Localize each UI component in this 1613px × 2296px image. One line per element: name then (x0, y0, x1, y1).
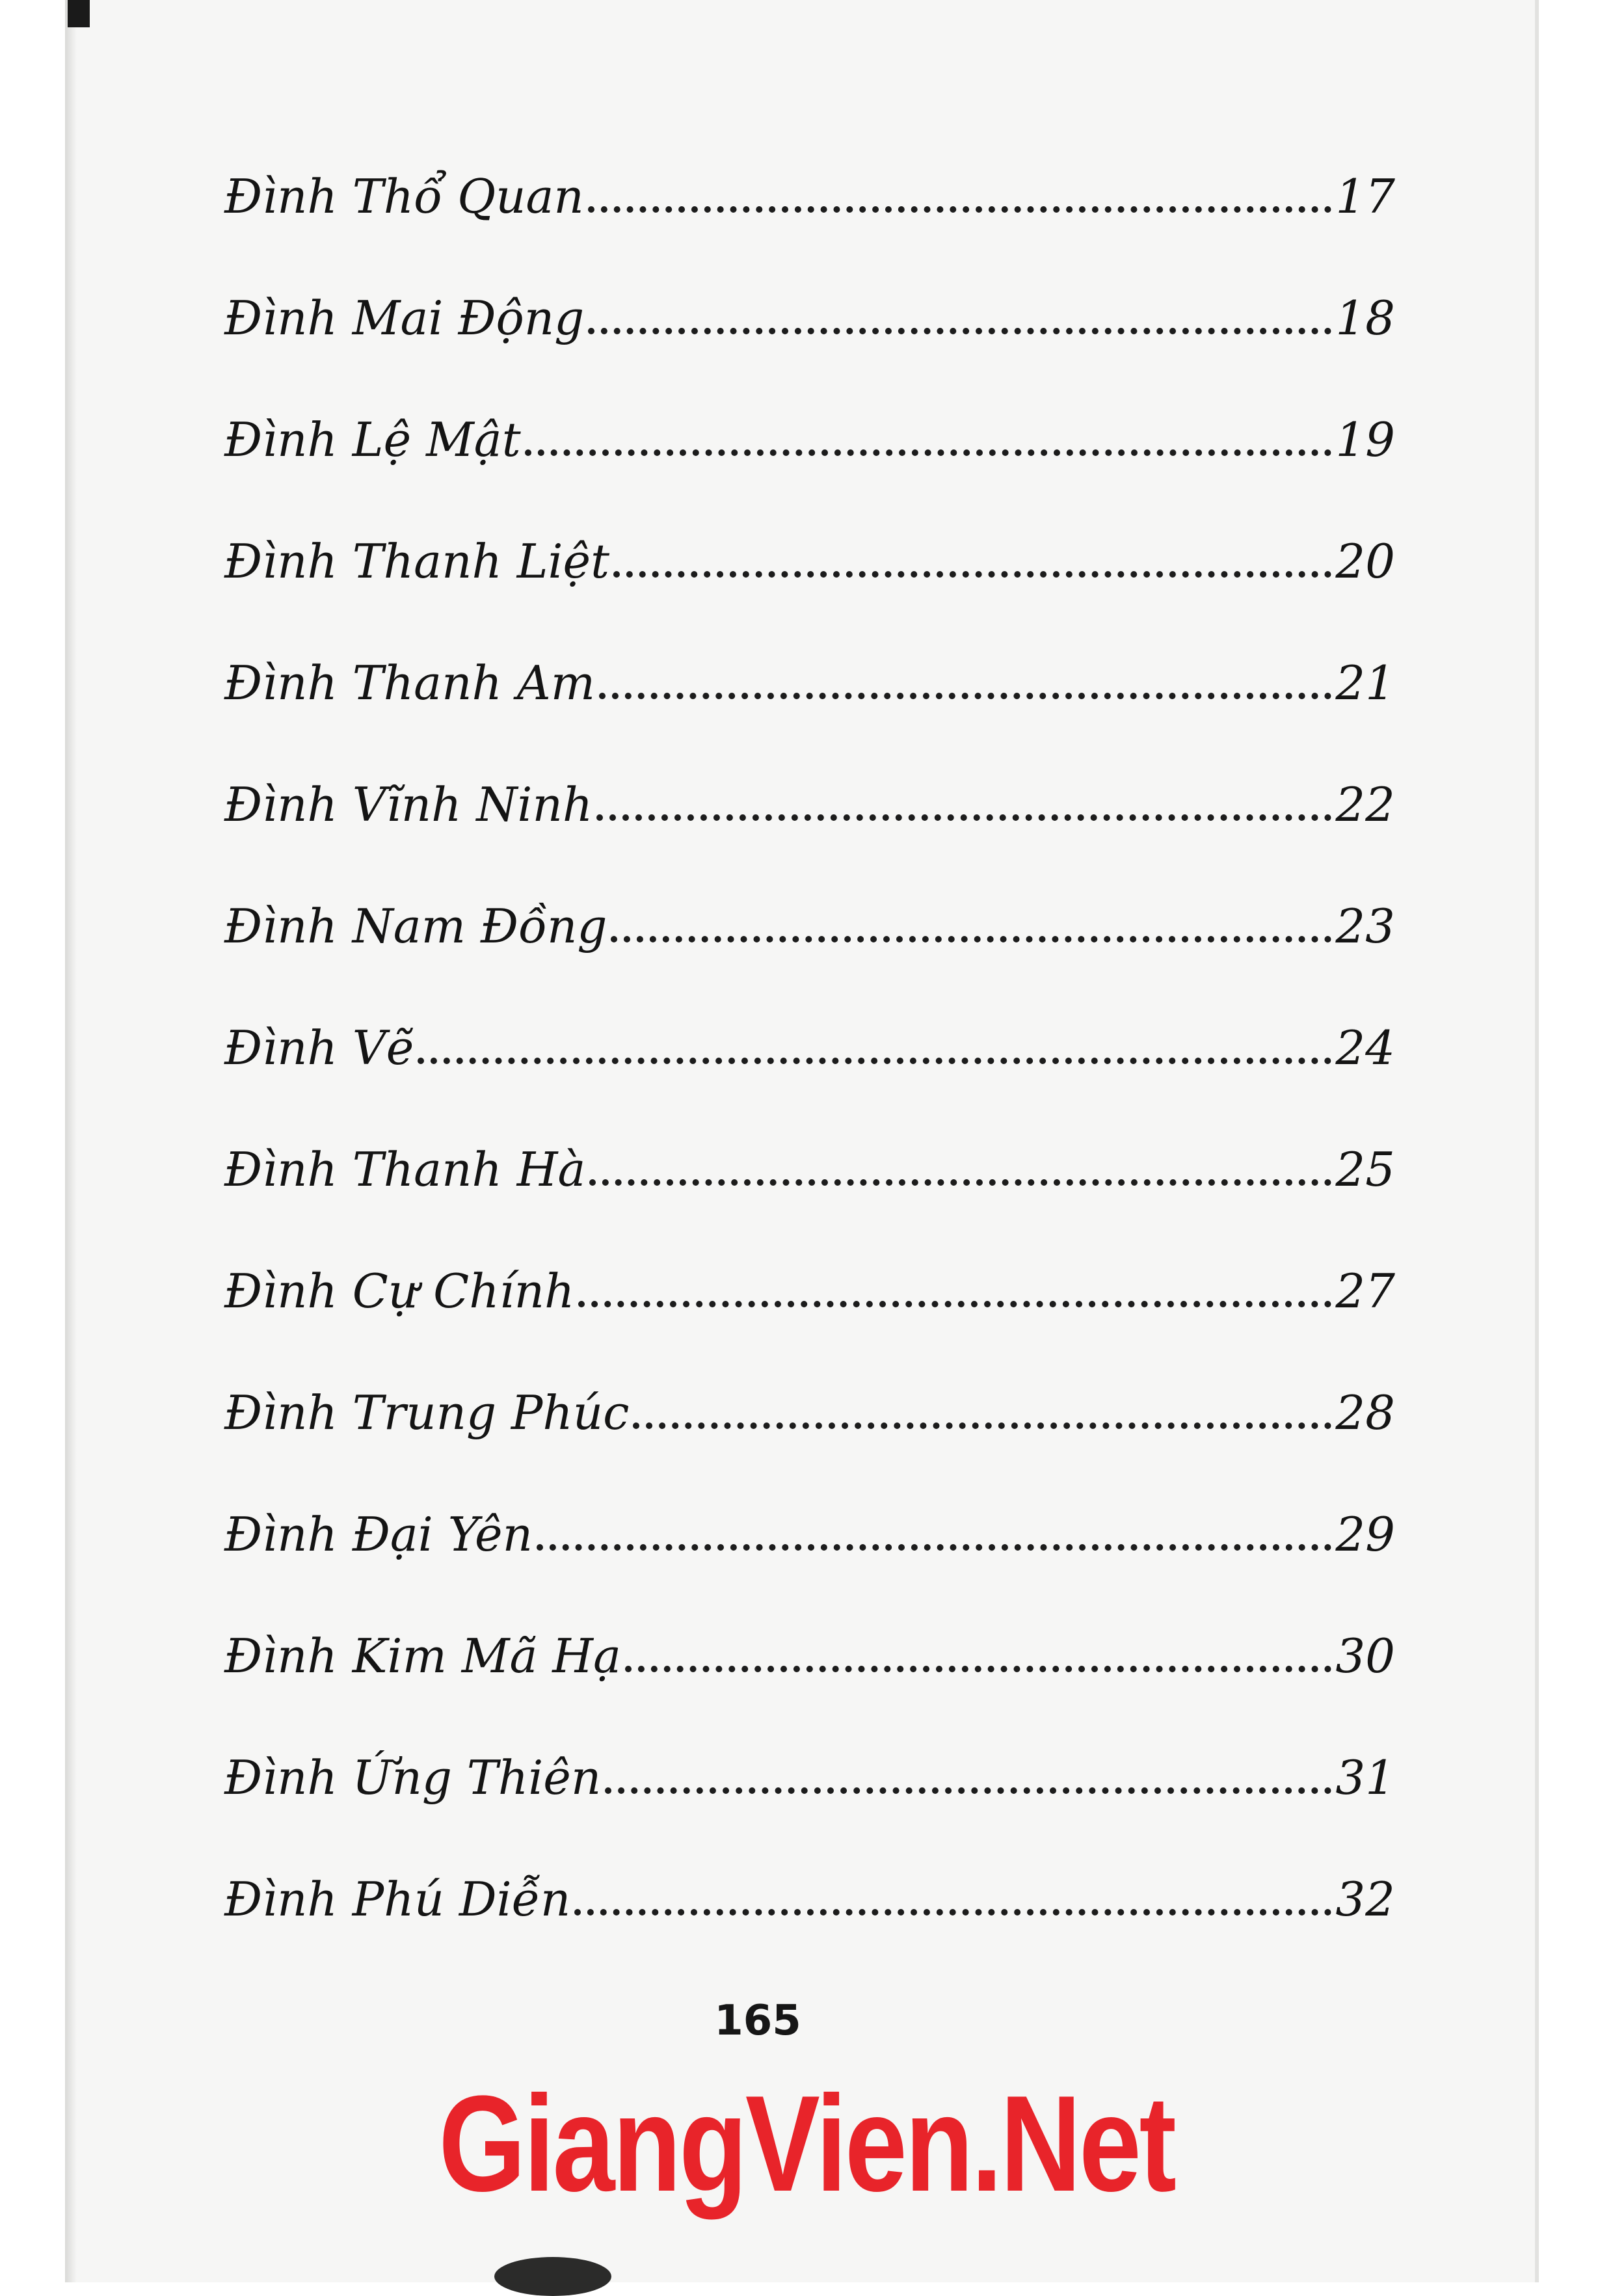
dot-leader (589, 1179, 1331, 1186)
toc-entry-page: 21 (1335, 656, 1395, 710)
toc-entry-page: 32 (1335, 1872, 1395, 1927)
page-gutter-shadow (65, 0, 77, 2282)
scan-corner-mark (68, 0, 90, 27)
toc-entry-title: Đình Nam Đồng (224, 899, 607, 954)
toc-entry (224, 291, 1395, 412)
toc-entry (224, 534, 1395, 656)
toc-entry-title: Đình Thanh Am (224, 656, 595, 710)
page-number: 165 (714, 1997, 801, 2045)
toc-entry-page: 22 (1335, 777, 1395, 832)
toc-entry-page: 23 (1335, 899, 1395, 954)
toc-entry-page: 19 (1335, 412, 1395, 467)
toc-entry-title: Đình Vẽ (224, 1021, 414, 1075)
dot-leader (525, 449, 1332, 456)
toc-entry-title: Đình Thanh Liệt (224, 534, 610, 589)
toc-entry (224, 899, 1395, 1021)
toc-entry-page: 17 (1335, 169, 1395, 224)
toc-entry-page: 27 (1335, 1264, 1395, 1318)
toc-entry-page: 30 (1335, 1629, 1395, 1683)
scan-artifact (494, 2257, 611, 2296)
page-edge (1535, 0, 1539, 2282)
toc-entry-title: Đình Trung Phúc (224, 1385, 630, 1440)
toc-entry-page: 25 (1335, 1142, 1395, 1197)
dot-leader (578, 1301, 1331, 1307)
dot-leader (611, 936, 1331, 942)
dot-leader (625, 1666, 1331, 1672)
toc-entry-title: Đình Mai Động (224, 291, 585, 345)
dot-leader (574, 1909, 1331, 1916)
toc-entry (224, 777, 1395, 899)
toc-entry-title: Đình Phú Diễn (224, 1872, 571, 1927)
toc-entry (224, 169, 1395, 291)
dot-leader (418, 1058, 1331, 1064)
toc-entry (224, 1385, 1395, 1507)
toc-entry (224, 1750, 1395, 1872)
toc-entry (224, 1264, 1395, 1385)
toc-entry (224, 1142, 1395, 1264)
toc-entry (224, 656, 1395, 777)
toc-entry (224, 1629, 1395, 1750)
toc-entry-page: 24 (1335, 1021, 1395, 1075)
toc-entry (224, 1872, 1395, 1994)
toc-entry-page: 31 (1335, 1750, 1395, 1805)
toc-entry (224, 1507, 1395, 1629)
dot-leader (605, 1787, 1331, 1794)
toc-entry-title: Đình Thổ Quan (224, 169, 584, 224)
dot-leader (588, 206, 1332, 213)
toc-entry-title: Đình Thanh Hà (224, 1142, 586, 1197)
toc-entry-page: 28 (1335, 1385, 1395, 1440)
dot-leader (599, 693, 1331, 699)
toc-entry (224, 412, 1395, 534)
dot-leader (613, 571, 1331, 578)
toc-entry-title: Đình Ứng Thiên (224, 1750, 602, 1805)
toc-entry-page: 29 (1335, 1507, 1395, 1562)
toc-entry-title: Đình Lệ Mật (224, 412, 521, 467)
dot-leader (537, 1544, 1331, 1551)
toc-entry (224, 1021, 1395, 1142)
toc-entry-title: Đình Vĩnh Ninh (224, 777, 593, 832)
toc-entry-title: Đình Đại Yên (224, 1507, 533, 1562)
table-of-contents (224, 169, 1395, 1994)
toc-entry-page: 18 (1335, 291, 1395, 345)
dot-leader (596, 814, 1331, 821)
toc-entry-page: 20 (1335, 534, 1395, 589)
watermark-logo: GiangVien.Net (438, 2067, 1175, 2220)
toc-entry-title: Đình Kim Mã Hạ (224, 1629, 621, 1683)
toc-entry-title: Đình Cự Chính (224, 1264, 575, 1318)
dot-leader (633, 1422, 1331, 1429)
dot-leader (588, 328, 1331, 334)
